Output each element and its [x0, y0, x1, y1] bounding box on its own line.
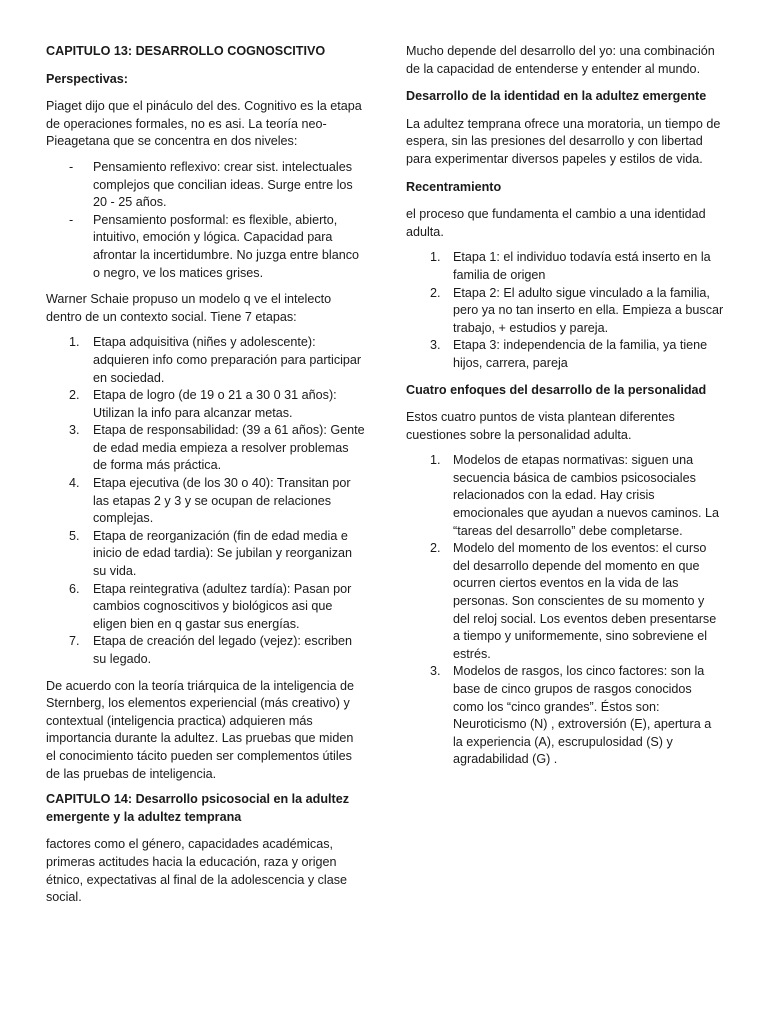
list-item-text: Modelo del momento de los eventos: el curso del desarrollo depende del momento en que ocurren ciertos eventos en la vida de las personas. Son conscientes de su momento y del reloj social. Los eventos deben presentarse a tiempo y uniformemente, sino sobreviene el estrés. [453, 541, 717, 661]
enfoques-heading: Cuatro enfoques del desarrollo de la personalidad [406, 382, 707, 397]
list-item [46, 475, 366, 528]
list-item-text: Etapa de creación del legado (vejez): escriben su legado. [93, 634, 353, 666]
list-item-text: Pensamiento posformal: es flexible, abierto, intuitivo, emoción y lógica. Capacidad para afrontar la incertidumbre. No juzga entre blanco o negro, ve los matices grises. [93, 212, 360, 280]
recentramiento-list [406, 249, 724, 372]
list-marker: 7. [69, 634, 80, 649]
list-item [406, 452, 724, 540]
list-item-text: Etapa de reorganización (fin de edad media e inicio de edad tardia): Se jubilan y reorganizan su vida. [93, 528, 353, 579]
list-item [46, 422, 366, 475]
list-item-text: Modelos de etapas normativas: siguen una secuencia básica de cambios psicosociales relacionados con la edad. Hay crisis emocionales que ayudan a nuevos caminos. La “tareas del desarrollo” debe completarse. [453, 453, 720, 538]
list-item [406, 285, 724, 338]
niveles-list [46, 159, 366, 282]
right-column [406, 43, 724, 778]
left-column [46, 43, 366, 907]
list-item-text: Modelos de rasgos, los cinco factores: son la base de cinco grupos de rasgos conocidos como los “cinco grandes”. Éstos son: Neuroticismo (N) , extroversión (E), apertura a la experiencia (A), escrupulosidad (S) y agradabilidad (G) . [453, 664, 712, 767]
list-marker: 2. [430, 541, 441, 556]
list-marker: 6. [69, 581, 80, 596]
list-item [46, 212, 366, 282]
list-item-text: Etapa ejecutiva (de los 30 o 40): Transitan por las etapas 2 y 3 y se ocupan de relaciones complejas. [93, 476, 351, 526]
list-marker: 1. [430, 250, 441, 265]
factores-paragraph: factores como el género, capacidades académicas, primeras actitudes hacia la educación, raza y origen étnico, expectativas al final de la adolescencia y clase social. [46, 837, 348, 905]
proceso-paragraph: el proceso que fundamenta el cambio a una identidad adulta. [406, 207, 706, 239]
moratoria-paragraph: La adultez temprana ofrece una moratoria, un tiempo de espera, sin las presiones del desarrollo y con libertad para experimentar diversos papeles y estilos de vida. [406, 116, 721, 166]
list-item-text: Etapa 3: independencia de la familia, ya tiene hijos, carrera, pareja [453, 338, 708, 370]
chapter-14-title: CAPITULO 14: Desarrollo psicosocial en la adultez emergente y la adultez temprana [46, 792, 350, 824]
list-item-text: Etapa 1: el individuo todavía está inserto en la familia de origen [453, 250, 711, 282]
list-marker: 3. [69, 423, 80, 438]
schaie-paragraph: Warner Schaie propuso un modelo q ve el intelecto dentro de un contexto social. Tiene 7 etapas: [46, 292, 332, 324]
list-item [46, 581, 366, 634]
modelos-list [406, 452, 724, 769]
yo-paragraph: Mucho depende del desarrollo del yo: una combinación de la capacidad de entenderse y entender al mundo. [406, 44, 715, 76]
perspectivas-heading: Perspectivas: [46, 71, 128, 86]
list-marker: 3. [430, 664, 441, 679]
sternberg-paragraph: De acuerdo con la teoría triárquica de la inteligencia de Sternberg, los elementos experiencial (más creativo) y contextual (inteligencia practica) adquieren más importancia durante la adultez. Las pruebas que miden el conocimiento tácito pueden ser complementos útiles de las pruebas de inteligencia. [46, 678, 355, 781]
chapter-13-title: CAPITULO 13: DESARROLLO COGNOSCITIVO [46, 44, 326, 58]
list-marker: - [69, 159, 74, 174]
list-item-text: Etapa de logro (de 19 o 21 a 30 0 31 años): Utilizan la info para alcanzar metas. [93, 388, 337, 420]
list-item-text: Etapa adquisitiva (niñes y adolescente): adquieren info como preparación para participar en sociedad. [93, 335, 362, 385]
recentramiento-heading: Recentramiento [406, 179, 502, 194]
list-item [46, 334, 366, 387]
etapas-list [46, 334, 366, 668]
list-marker: 1. [430, 453, 441, 468]
list-marker: 2. [430, 285, 441, 300]
list-marker: 3. [430, 338, 441, 353]
list-item [46, 528, 366, 581]
list-marker: 1. [69, 335, 80, 350]
list-item-text: Etapa reintegrativa (adultez tardía): Pasan por cambios cognoscitivos y biológicos asi que eligen bien en q gastar sus energías. [93, 581, 352, 631]
list-marker: 5. [69, 528, 80, 543]
piaget-paragraph: Piaget dijo que el pináculo del des. Cognitivo es la etapa de operaciones formales, no es asi. La teoría neo-Pieagetana que se concentra en dos niveles: [46, 99, 362, 149]
list-item [46, 159, 366, 212]
enfoques-paragraph: Estos cuatro puntos de vista plantean diferentes cuestiones sobre la personalidad adulta. [406, 410, 675, 442]
list-marker: - [69, 212, 74, 227]
list-item [406, 337, 724, 372]
list-marker: 4. [69, 476, 80, 491]
list-item-text: Etapa 2: El adulto sigue vinculado a la familia, pero ya no tan inserto en ella. Empieza a buscar trabajo, + estudios y pareja. [453, 285, 724, 335]
list-item [406, 540, 724, 663]
list-marker: 2. [69, 388, 80, 403]
identidad-heading: Desarrollo de la identidad en la adultez emergente [406, 89, 707, 104]
list-item-text: Etapa de responsabilidad: (39 a 61 años): Gente de edad media empieza a resolver problemas de forma más práctica. [93, 423, 365, 473]
list-item [406, 249, 724, 284]
list-item [406, 663, 724, 769]
list-item [46, 387, 366, 422]
list-item-text: Pensamiento reflexivo: crear sist. intelectuales complejos que concilian ideas. Surge entre los 20 - 25 años. [93, 159, 353, 210]
list-item [46, 633, 366, 668]
